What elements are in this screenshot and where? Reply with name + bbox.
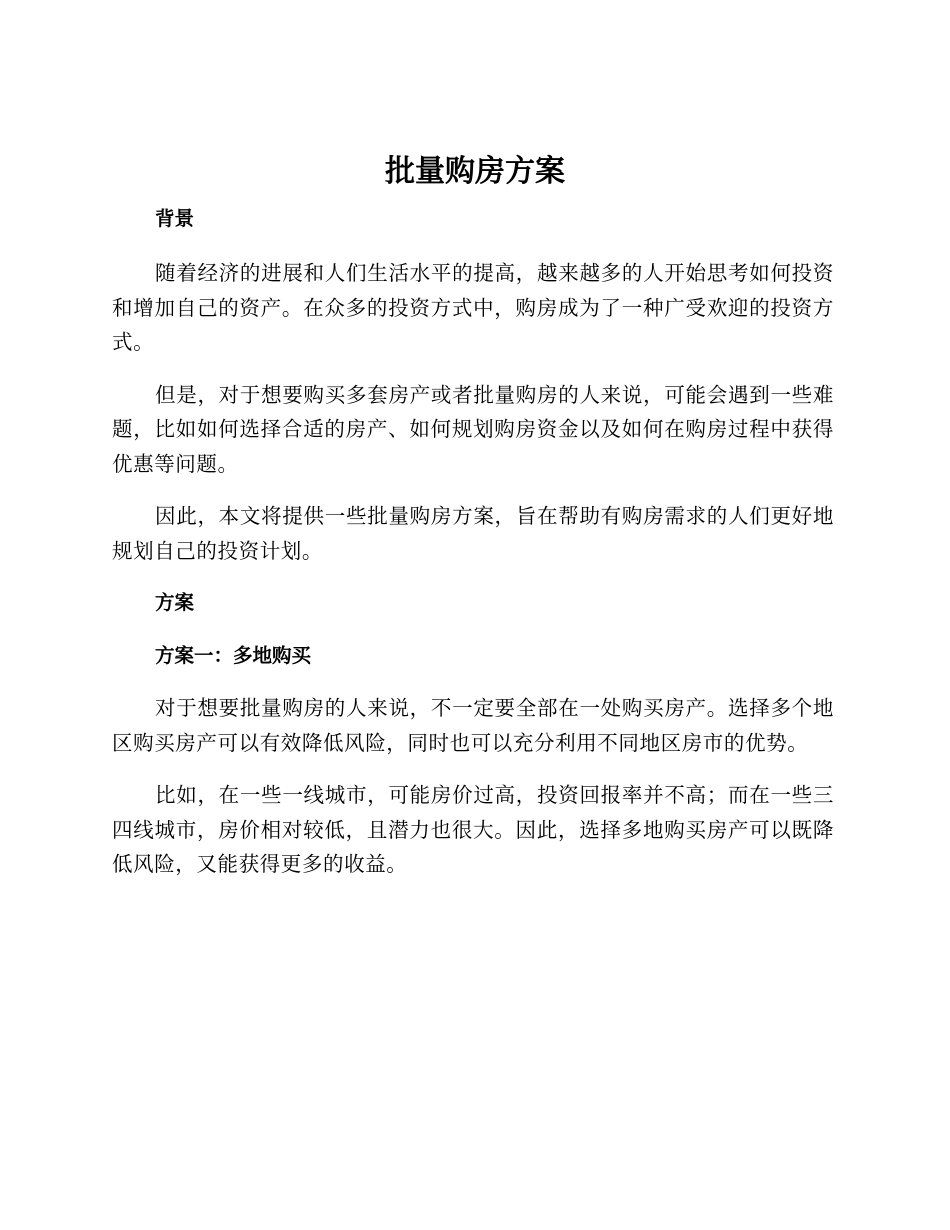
section-heading-plan: 方案: [155, 591, 195, 614]
document-title: 批量购房方案: [385, 154, 565, 189]
paragraph: 对于想要批量购房的人来说，不一定要全部在一处购买房产。选择多个地区购买房产可以有效降低风险，同时也可以充分利用不同地区房市的优势。: [112, 696, 834, 755]
paragraph: 随着经济的进展和人们生活水平的提高，越来越多的人开始思考如何投资和增加自己的资产。在众多的投资方式中，购房成为了一种广受欢迎的投资方式。: [112, 261, 834, 354]
section-heading-background: 背景: [155, 207, 195, 230]
paragraph: 因此，本文将提供一些批量购房方案，旨在帮助有购房需求的人们更好地规划自己的投资计划。: [112, 504, 834, 563]
section-heading-plan-one: 方案一：多地购买: [155, 644, 312, 667]
document-body: [112, 203, 834, 882]
paragraph: 比如，在一些一线城市，可能房价过高，投资回报率并不高；而在一些三四线城市，房价相对较低，且潜力也很大。因此，选择多地购买房产可以既降低风险，又能获得更多的收益。: [112, 783, 834, 876]
paragraph: 但是，对于想要购买多套房产或者批量购房的人来说，可能会遇到一些难题，比如如何选择合适的房产、如何规划购房资金以及如何在购房过程中获得优惠等问题。: [112, 382, 834, 476]
